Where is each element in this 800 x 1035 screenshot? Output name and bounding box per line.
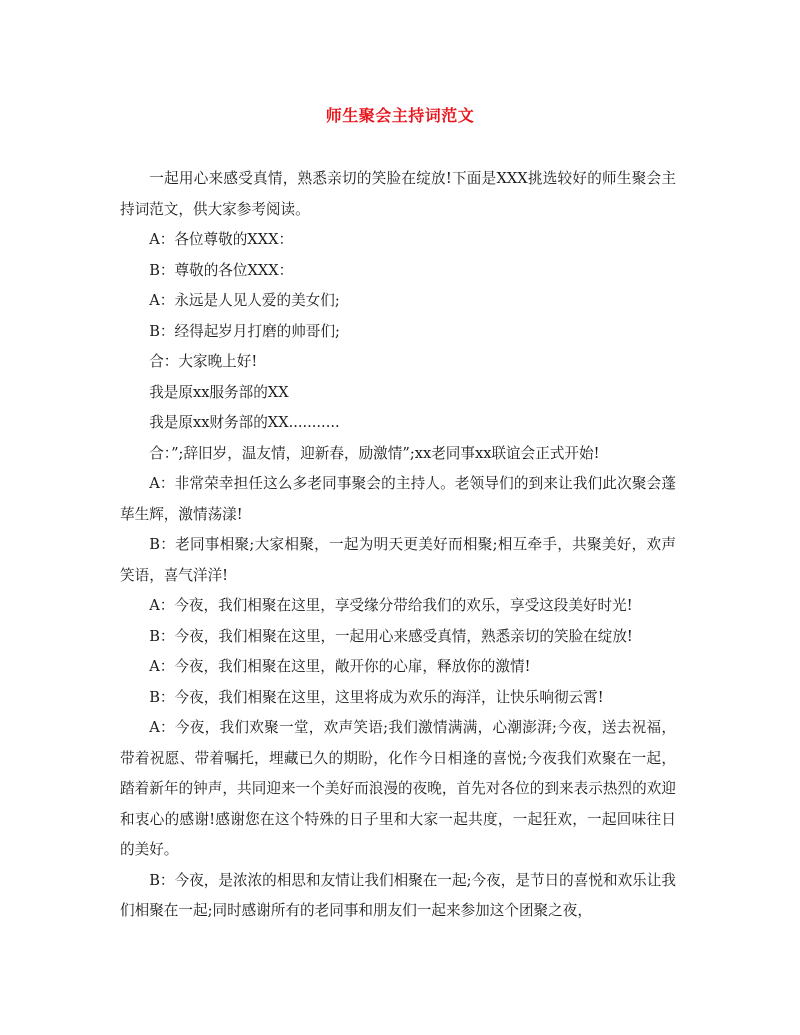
paragraph-line: B：尊敬的各位XXX： — [149, 261, 294, 279]
paragraph-intro: 一起用心来感受真情，熟悉亲切的笑脸在绽放!下面是XXX挑选较好的师生聚会主持词范文，供大家参考阅读。 — [120, 170, 676, 218]
paragraph-line: A：非常荣幸担任这么多老同事聚会的主持人。老领导们的到来让我们此次聚会蓬荜生辉，激情荡漾! — [120, 475, 676, 523]
paragraph-line: B：老同事相聚;大家相聚，一起为明天更美好而相聚;相互牵手，共聚美好，欢声笑语，喜气洋洋! — [120, 536, 676, 584]
paragraph-line: A：今夜，我们相聚在这里，享受缘分带给我们的欢乐，享受这段美好时光! — [149, 597, 633, 614]
paragraph-line: 合：”;辞旧岁，温友情，迎新春，励激情”;xx老同事xx联谊会正式开始! — [149, 444, 600, 462]
paragraph-line: A：今夜，我们欢聚一堂，欢声笑语;我们激情满满，心潮澎湃;今夜，送去祝福，带着祝愿、带着嘱托，埋藏已久的期盼，化作今日相逢的喜悦;今夜我们欢聚在一起，踏着新年的钟声，共同迎来一个美好而浪漫的夜晚，首先对各位的到来表示热烈的欢迎和衷心的感谢!感谢您在这个特殊的日子里和大家一起共度，一起狂欢，一起回味往日的美好。 — [120, 719, 676, 858]
document-body — [120, 164, 676, 927]
paragraph-line: 我是原xx财务部的XX........... — [149, 414, 340, 431]
document-title: 师生聚会主持词范文 — [325, 106, 475, 125]
paragraph-line: 合：大家晚上好! — [149, 353, 258, 370]
paragraph-line: B：今夜，我们相聚在这里，这里将成为欢乐的海洋，让快乐响彻云霄! — [149, 688, 604, 706]
paragraph-line: B：今夜，我们相聚在这里，一起用心来感受真情，熟悉亲切的笑脸在绽放! — [149, 627, 633, 645]
paragraph-line: A：永远是人见人爱的美女们; — [149, 292, 340, 309]
paragraph-line: A：各位尊敬的XXX： — [149, 231, 294, 248]
paragraph-line: 我是原xx服务部的XX — [149, 383, 289, 401]
paragraph-line: B：经得起岁月打磨的帅哥们; — [149, 322, 340, 340]
paragraph-line: A：今夜，我们相聚在这里，敞开你的心扉，释放你的激情! — [149, 658, 531, 675]
paragraph-line: B：今夜，是浓浓的相思和友情让我们相聚在一起;今夜，是节日的喜悦和欢乐让我们相聚在一起;同时感谢所有的老同事和朋友们一起来参加这个团聚之夜， — [120, 871, 676, 919]
